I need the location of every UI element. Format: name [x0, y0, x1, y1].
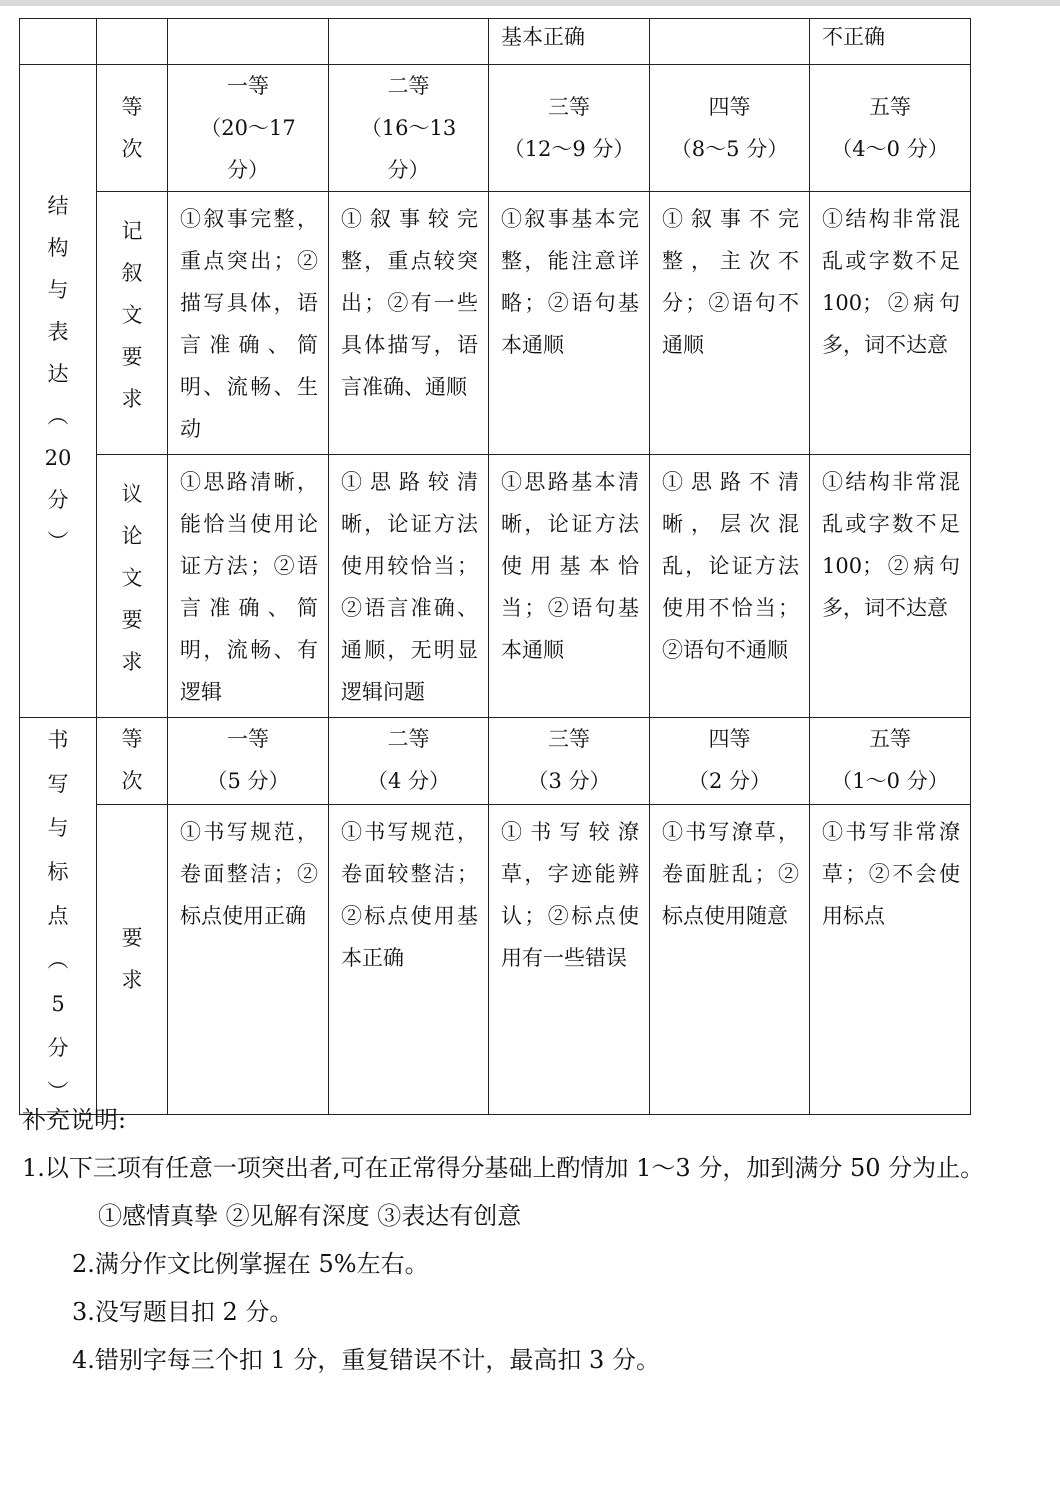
s2-req-grade-2: ①书写规范，卷面较整洁；②标点使用基本正确: [341, 819, 478, 970]
notes-item-1: 1.以下三项有任意一项突出者,可在正常得分基础上酌情加 1～3 分，加到满分 50 分为止。: [22, 1154, 985, 1182]
s1-argument-grade-5: ①结构非常混乱或字数不足 100；②病句多，词不达意: [822, 470, 960, 620]
s1-narrative-cell: [329, 192, 489, 455]
s1-title: [20, 65, 96, 563]
s1-narrative-label-cell: [97, 192, 168, 455]
s1-argument-label-char: 要: [121, 608, 143, 632]
s1-narrative-grade-5: ①结构非常混乱或字数不足 100；②病句多，词不达意: [822, 207, 960, 357]
s1-title-char: 表: [47, 320, 69, 344]
header-not-correct: 不正确: [822, 25, 885, 49]
s2-req-cell: [329, 804, 489, 1114]
s2-title-char: ︵: [47, 948, 69, 972]
s1-title-char: 分: [47, 488, 69, 512]
s2-grade-cell: [329, 718, 489, 805]
s2-title-char: 分: [47, 1036, 69, 1060]
s1-grade-2: 二等 （16～13 分）: [360, 74, 457, 182]
s1-argument-label-char: 文: [121, 566, 143, 590]
s1-argument-label-cell: [97, 455, 168, 718]
s1-narrative-grade-4: ①叙事不完整，主次不分；②语句不通顺: [662, 207, 799, 357]
s1-grade-label-cell: [97, 65, 168, 192]
header-row: [20, 19, 971, 65]
s1-grade-cell: [168, 65, 329, 192]
supplementary-notes: [22, 1096, 1032, 1384]
s1-grade-cell: [329, 65, 489, 192]
s2-title-cell: [20, 718, 97, 1115]
header-basic-correct: 基本正确: [501, 25, 585, 49]
header-empty-cell: [168, 19, 329, 65]
header-empty-cell: [97, 19, 168, 65]
s2-req-grade-4: ①书写潦草，卷面脏乱；②标点使用随意: [662, 819, 799, 928]
s2-grade-2: 二等 （4 分）: [366, 727, 451, 793]
s1-narrative-cell: [810, 192, 971, 455]
notes-item-1-sub: ①感情真挚 ②见解有深度 ③表达有创意: [98, 1202, 522, 1230]
s2-title-char: 点: [47, 904, 69, 928]
s1-argument-label-char: 议: [121, 482, 143, 506]
s1-argument-grade-1: ①思路清晰，能恰当使用论证方法；②语言准确、简明，流畅、有逻辑: [180, 470, 318, 704]
notes-item-4: 4.错别字每三个扣 1 分，重复错误不计，最高扣 3 分。: [72, 1346, 660, 1374]
s2-title-char: ︶: [47, 1080, 69, 1104]
s2-req-cell: [650, 804, 810, 1114]
s1-narrative-label: [97, 192, 167, 420]
s2-title-char: 与: [47, 816, 69, 840]
s1-title-char: 20: [44, 446, 72, 470]
top-border-strip: [0, 0, 1060, 6]
s1-argument-label-char: 求: [121, 650, 143, 674]
s1-narrative-label-char: 求: [121, 387, 143, 411]
s2-grade-label-cell: [97, 718, 168, 805]
header-empty-cell: [20, 19, 97, 65]
s1-title-char: 构: [47, 236, 69, 260]
header-label-correct: [489, 19, 650, 65]
s1-narrative-cell: [489, 192, 650, 455]
s2-grade-cell: [650, 718, 810, 805]
s2-grade-4: 四等 （2 分）: [687, 727, 772, 793]
s1-narrative-cell: [168, 192, 329, 455]
s2-req-label: [97, 917, 167, 1001]
s2-grade-label-char: 次: [121, 769, 143, 793]
s1-narrative-label-char: 叙: [121, 261, 143, 285]
s1-grade-cell: [650, 65, 810, 192]
s1-grade-label: [97, 86, 167, 170]
s1-title-char: 结: [47, 194, 69, 218]
s2-title-char: 写: [47, 772, 69, 796]
s1-argument-cell: [329, 455, 489, 718]
s2-grade-cell: [168, 718, 329, 805]
s2-req-cell: [489, 804, 650, 1114]
s1-narrative-grade-1: ①叙事完整，重点突出；②描写具体，语言准确、简明、流畅、生动: [180, 207, 318, 441]
s2-grade-5: 五等 （1～0 分）: [831, 727, 949, 793]
notes-item-2: 2.满分作文比例掌握在 5%左右。: [72, 1250, 429, 1278]
s1-argument-grade-4: ①思路不清晰，层次混乱，论证方法使用不恰当；②语句不通顺: [662, 470, 799, 662]
header-empty-cell: [650, 19, 810, 65]
s1-narrative-grade-3: ①叙事基本完整，能注意详略；②语句基本通顺: [501, 207, 639, 357]
s1-grade-5: 五等 （4～0 分）: [831, 95, 949, 161]
s1-grade-row: [20, 65, 971, 192]
s1-argument-cell: [810, 455, 971, 718]
header-empty-cell: [329, 19, 489, 65]
s2-grade-cell: [810, 718, 971, 805]
s1-grade-label-char: 次: [121, 137, 143, 161]
s2-req-cell: [168, 804, 329, 1114]
s2-grade-label: [97, 718, 167, 802]
s2-req-label-char: 要: [121, 926, 143, 951]
s2-requirements-row: [20, 804, 971, 1114]
s1-title-char: 与: [47, 278, 69, 302]
s1-argument-label: [97, 455, 167, 683]
s1-title-cell: [20, 65, 97, 718]
s2-title-char: 标: [47, 860, 69, 884]
s1-argument-cell: [168, 455, 329, 718]
s2-title-char: 书: [47, 728, 69, 752]
s2-title: [20, 718, 96, 1114]
s1-grade-1: 一等 （20～17 分）: [200, 74, 296, 182]
s2-req-grade-3: ①书写较潦草，字迹能辨认；②标点使用有一些错误: [501, 819, 639, 970]
s1-argument-label-char: 论: [121, 524, 143, 548]
s1-argument-grade-2: ①思路较清晰，论证方法使用较恰当；②语言准确、通顺，无明显逻辑问题: [341, 470, 478, 704]
s2-grade-row: [20, 718, 971, 805]
s2-req-cell: [810, 804, 971, 1114]
s2-grade-label-char: 等: [121, 727, 143, 751]
s1-narrative-cell: [650, 192, 810, 455]
s1-narrative-row: [20, 192, 971, 455]
s2-grade-3: 三等 （3 分）: [527, 727, 611, 793]
s1-grade-4: 四等 （8～5 分）: [670, 95, 789, 161]
s1-narrative-label-char: 文: [121, 303, 143, 327]
s2-grade-1: 一等 （5 分）: [206, 727, 290, 793]
scoring-rubric-table: [19, 18, 971, 1115]
s1-argument-grade-3: ①思路基本清晰，论证方法使用基本恰当；②语句基本通顺: [501, 470, 639, 662]
s1-argument-row: [20, 455, 971, 718]
s2-grade-cell: [489, 718, 650, 805]
s2-req-label-cell: [97, 804, 168, 1114]
s2-title-char: 5: [51, 992, 65, 1016]
notes-heading: 补充说明:: [22, 1106, 127, 1134]
s1-narrative-label-char: 记: [121, 219, 143, 243]
s2-req-label-char: 求: [121, 968, 143, 993]
s1-title-char: 达: [47, 362, 69, 386]
header-label-incorrect: [810, 19, 971, 65]
s1-argument-cell: [650, 455, 810, 718]
s1-grade-cell: [489, 65, 650, 192]
notes-item-3: 3.没写题目扣 2 分。: [72, 1298, 294, 1326]
s2-req-grade-1: ①书写规范，卷面整洁；②标点使用正确: [180, 819, 318, 928]
s1-grade-cell: [810, 65, 971, 192]
s2-req-grade-5: ①书写非常潦草；②不会使用标点: [822, 819, 960, 928]
s1-narrative-label-char: 要: [121, 345, 143, 369]
s1-narrative-grade-2: ①叙事较完整，重点较突出；②有一些具体描写，语言准确、通顺: [341, 207, 478, 399]
s1-grade-label-char: 等: [121, 95, 143, 119]
s1-grade-3: 三等 （12～9 分）: [503, 95, 635, 161]
s1-title-char: ︵: [47, 404, 69, 428]
s1-title-char: ︶: [47, 530, 69, 554]
s1-argument-cell: [489, 455, 650, 718]
